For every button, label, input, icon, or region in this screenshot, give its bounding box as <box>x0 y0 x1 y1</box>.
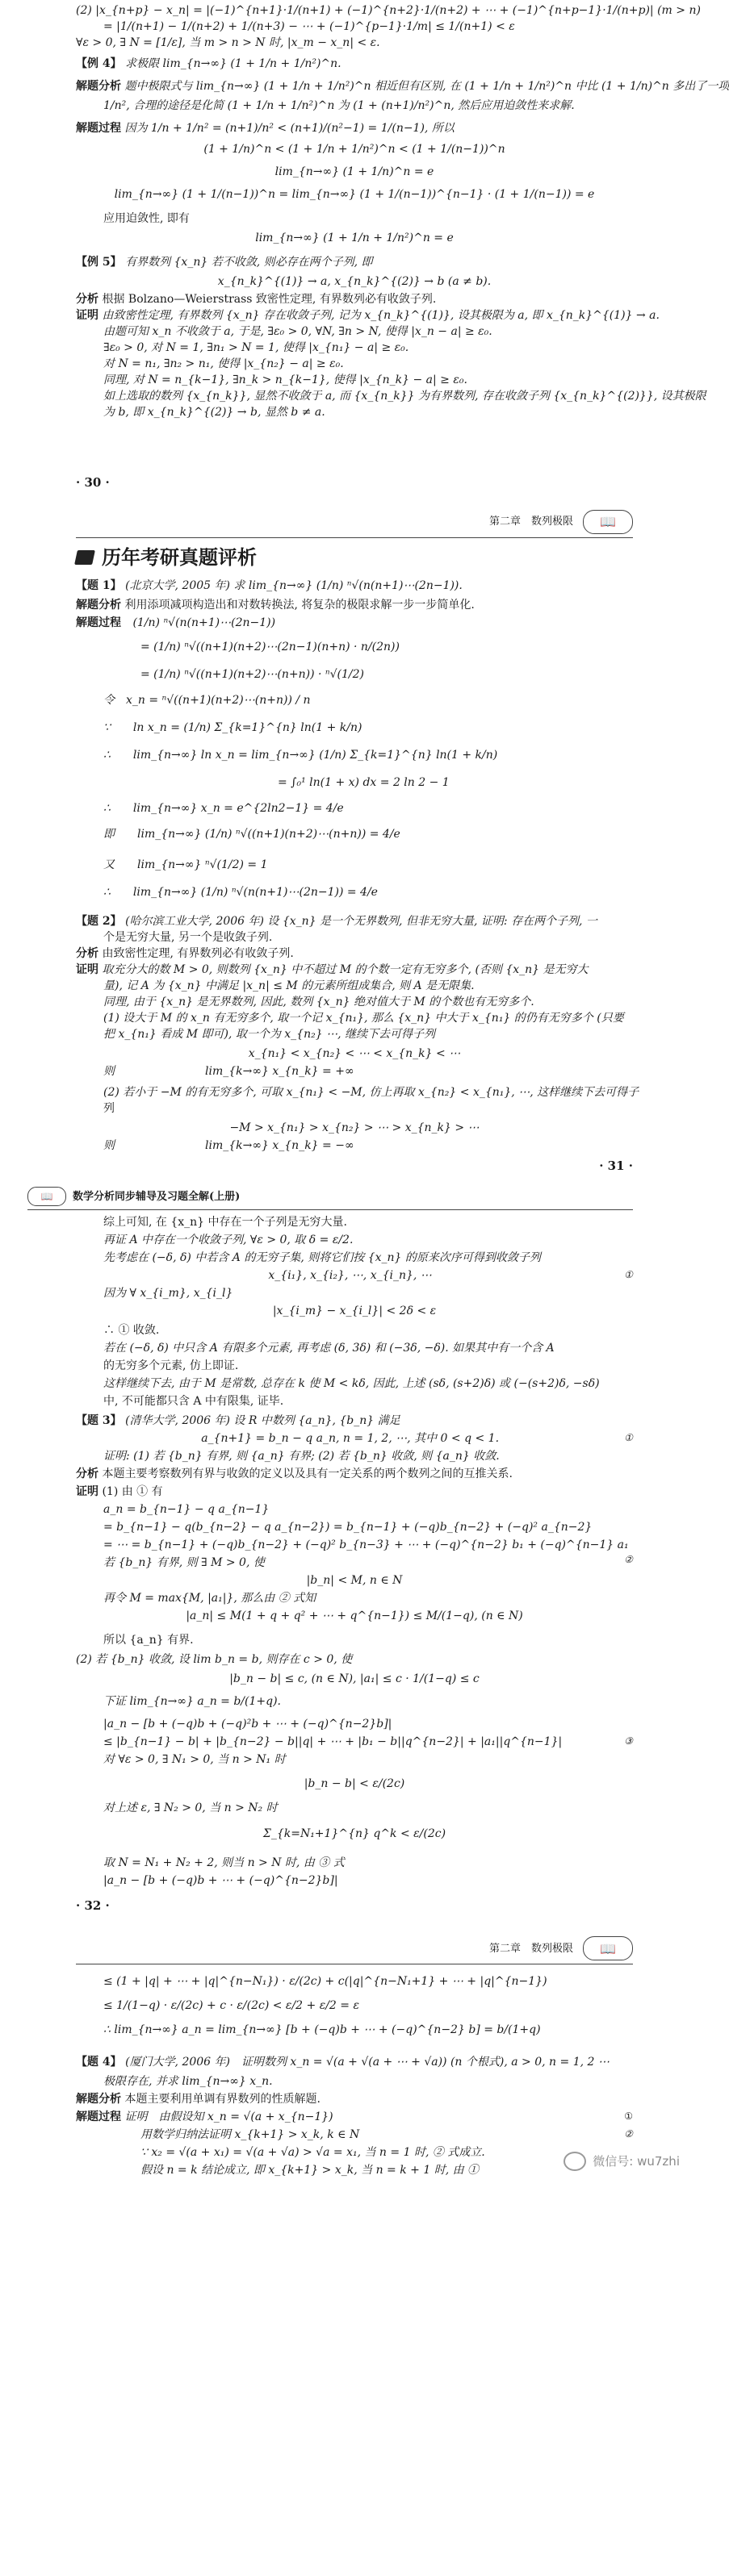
text-line: 再令 M = max{M, |a₁|}, 那么由 ② 式知 <box>103 1592 316 1605</box>
proof-text: 取充分大的数 M > 0, 则数列 {x_n} 中不超过 M 的个数一定有无穷多个, (否则 {x_n} 是无穷大 <box>102 963 589 977</box>
text-line: ∵ x₂ = √(a + x₁) = √(a + √a) > √a = x₁, 当 n = 1 时, ② 式成立. <box>140 2146 485 2160</box>
formula-text: ≤ |b_{n−1} − b| + |b_{n−2} − b||q| + ⋯ + |b₁ − b||q^{n−2}| + |a₁||q^{n−1}| <box>103 1735 563 1749</box>
chapter-header-title: 第二章 数列极限 <box>488 516 573 528</box>
analysis-row <box>76 1467 633 1484</box>
text-line: 的无穷多个元素, 仿上即证. <box>103 1359 239 1373</box>
text-line: 极限存在, 并求 lim_{n→∞} x_n. <box>103 2075 273 2089</box>
watermark <box>564 2152 680 2171</box>
formula: ∴ lim_{n→∞} (1/n) ⁿ√(n(n+1)⋯(2n−1)) = 4/e <box>103 886 378 900</box>
process-label: 解题过程 <box>76 122 121 135</box>
analysis-label: 解题分析 <box>76 2093 121 2106</box>
formula: = b_{n−1} − q(b_{n−2} − q a_{n−2}) = b_{n−1} + (−q)b_{n−2} + (−q)² a_{n−2} <box>103 1521 593 1534</box>
formula: |a_n − [b + (−q)b + ⋯ + (−q)^{n−2}b]| <box>103 1874 338 1888</box>
formula <box>76 1735 633 1752</box>
text-line: 列 <box>103 1102 115 1116</box>
text-line: 应用迫敛性, 即有 <box>103 212 190 225</box>
equation-number: ③ <box>624 1735 633 1747</box>
analysis-text: 根据 Bolzano—Weierstrass 致密性定理, 有界数列必有收敛子列. <box>102 293 437 306</box>
text-line: 证明: (1) 若 {b_n} 有界, 则 {a_n} 有界; (2) 若 {b_n} 收敛, 则 {a_n} 收敛. <box>103 1450 500 1463</box>
analysis-row <box>76 2092 633 2110</box>
formula: −M > x_{n₁} > x_{n₂} > ⋯ > x_{n_k} > ⋯ <box>229 1121 480 1135</box>
formula: (1 + 1/n)^n < (1 + 1/n + 1/n²)^n < (1 + 1/(n−1))^n <box>203 143 505 156</box>
page-33 <box>76 1933 633 2181</box>
page-number: · 31 · <box>599 1159 633 1174</box>
formula: |b_n − b| < ε/(2c) <box>304 1777 405 1791</box>
formula: lim_{n→∞} (1 + 1/n + 1/n²)^n = e <box>255 232 454 244</box>
analysis-text: 题中极限式与 lim_{n→∞} (1 + 1/n + 1/n²)^n 相近但有区别, 在 (1 + 1/n + 1/n²)^n 中比 (1 + 1/n)^n 多出了一项 <box>124 80 729 93</box>
question-2 <box>76 914 633 930</box>
proof-text: (1) 由 ① 有 <box>102 1485 163 1499</box>
text-line: 对 N = n₁, ∃n₂ > n₁, 使得 |x_{n₂} − a| ≥ ε₀. <box>103 357 344 370</box>
formula: ∴ lim_{n→∞} a_n = lim_{n→∞} [b + (−q)b + ⋯ + (−q)^{n−2} b] = b/(1+q) <box>103 2023 541 2037</box>
text-line: ∃ε₀ > 0, 对 N = 1, ∃n₁ > N = 1, 使得 |x_{n₁} − a| ≥ ε₀. <box>103 341 409 354</box>
process-text: 证明 由假设知 x_n = √(a + x_{n−1}) <box>124 2110 333 2124</box>
process-row <box>76 616 633 640</box>
process-label: 解题过程 <box>76 616 121 630</box>
example-text: 求极限 lim_{n→∞} (1 + 1/n + 1/n²)^n. <box>125 57 341 70</box>
process-text: (1/n) ⁿ√(n(n+1)⋯(2n−1)) <box>132 616 276 630</box>
analysis-row <box>76 292 633 308</box>
proof-label: 证明 <box>76 963 98 977</box>
formula: ≤ (1 + |q| + ⋯ + |q|^{n−N₁}) · ε/(2c) + c(|q|^{n−N₁+1} + ⋯ + |q|^{n−1}) <box>103 1975 547 1989</box>
question-tag: 【题 2】 <box>76 915 122 929</box>
chapter-header-title: 第二章 数列极限 <box>488 1942 573 1955</box>
formula <box>76 1431 633 1449</box>
question-tag: 【题 3】 <box>76 1414 122 1428</box>
process-row <box>76 2110 633 2127</box>
equation-number: ① <box>624 1269 633 1281</box>
text-line: (2) |x_{n+p} − x_n| = |(−1)^{n+1}·1/(n+1) + (−1)^{n+2}·1/(n+2) + ⋯ + (−1)^{n+p−1}·1/(n+p)| (m > n) <box>76 4 701 17</box>
formula: a_n = b_{n−1} − q a_{n−1} <box>103 1503 270 1517</box>
text-line: ∴ ① 收敛. <box>103 1324 160 1338</box>
text-line <box>76 2127 633 2145</box>
text-line: 先考虑在 (−δ, δ) 中若含 A 的无穷子集, 则将它们按 {x_n} 的原来次序可得到收敛子列 <box>103 1251 541 1265</box>
proof-label: 证明 <box>76 309 98 322</box>
proof-label: 证明 <box>76 1485 98 1499</box>
analysis-text: 本题主要利用单调有界数列的性质解题. <box>124 2093 321 2106</box>
section-title <box>76 545 633 570</box>
book-header <box>27 1184 633 1210</box>
example-tag: 【例 4】 <box>76 57 122 70</box>
formula: = (1/n) ⁿ√((n+1)(n+2)⋯(n+n)) · ⁿ√(1/2) <box>140 668 364 682</box>
wechat-icon <box>564 2152 586 2171</box>
page-30 <box>76 0 729 507</box>
formula: ∴ lim_{n→∞} x_n = e^{2ln2−1} = 4/e <box>103 802 344 816</box>
text-line: 量), 记 A 为 {x_n} 中满足 |x_n| ≤ M 的元素所组成集合, 则 A 是无限集. <box>103 979 475 993</box>
text-line: 同理, 对 N = n_{k−1}, ∃n_k > n_{k−1}, 使得 |x_{n_k} − a| ≥ ε₀. <box>103 374 467 386</box>
formula: |a_n − [b + (−q)b + (−q)²b + ⋯ + (−q)^{n−2}b]| <box>103 1718 392 1731</box>
page-number: · 32 · <box>76 1898 110 1914</box>
equation-number: ① <box>624 2110 633 2123</box>
section-title-text: 历年考研真题评析 <box>102 545 257 569</box>
formula: 即 lim_{n→∞} (1/n) ⁿ√((n+1)(n+2)⋯(n+n)) = 4/e <box>103 828 400 841</box>
text-line: 为 b, 即 x_{n_k}^{(2)} → b, 显然 b ≠ a. <box>103 406 325 419</box>
formula: |b_n − b| ≤ c, (n ∈ N), |a₁| ≤ c · 1/(1−q) ≤ c <box>229 1672 480 1686</box>
analysis-text: 由致密性定理, 有界数列必有收敛子列. <box>102 947 294 961</box>
question-1 <box>76 578 633 598</box>
formula-text: x_{i₁}, x_{i₂}, ⋯, x_{i_n}, ⋯ <box>268 1269 432 1283</box>
formula: ∵ ln x_n = (1/n) Σ_{k=1}^{n} ln(1 + k/n) <box>103 721 362 735</box>
question-tag: 【题 1】 <box>76 579 122 593</box>
example-5 <box>76 255 633 274</box>
formula: Σ_{k=N₁+1}^{n} q^k < ε/(2c) <box>262 1827 446 1841</box>
text-line: 综上可知, 在 {x_n} 中存在一个子列是无穷大量. <box>103 1216 347 1230</box>
watermark-text: 微信号: wu7zhi <box>593 2154 680 2169</box>
formula-text: a_{n+1} = b_n − q a_n, n = 1, 2, ⋯, 其中 0 < q < 1. <box>201 1432 500 1446</box>
example-text: 有界数列 {x_n} 若不收敛, 则必存在两个子列, 即 <box>125 256 373 269</box>
text-line: 中, 不可能都只含 A 中有限集, 证毕. <box>103 1395 284 1409</box>
formula: = ∫₀¹ ln(1 + x) dx = 2 ln 2 − 1 <box>278 776 450 790</box>
formula: 则 lim_{k→∞} x_{n_k} = +∞ <box>103 1065 354 1079</box>
proof-row <box>76 308 660 324</box>
formula: |a_n| ≤ M(1 + q + q² + ⋯ + q^{n−1}) ≤ M/(1−q), (n ∈ N) <box>186 1609 523 1623</box>
formula: x_{n_k}^{(1)} → a, x_{n_k}^{(2)} → b (a ≠ b). <box>217 275 492 288</box>
book-icon <box>74 550 95 565</box>
formula: lim_{n→∞} (1 + 1/(n−1))^n = lim_{n→∞} (1 + 1/(n−1))^{n−1} · (1 + 1/(n−1)) = e <box>114 188 595 201</box>
chapter-header <box>76 507 633 538</box>
formula: x_{n₁} < x_{n₂} < ⋯ < x_{n_k} < ⋯ <box>248 1047 461 1061</box>
book-logo-icon: 📖 <box>27 1187 66 1206</box>
book-logo-icon: 📖 <box>583 1936 633 1960</box>
question-text: (厦门大学, 2006 年) 证明数列 x_n = √(a + √(a + ⋯ + √a)) (n 个根式), a > 0, n = 1, 2 ⋯ <box>125 2056 610 2069</box>
text-line: 这样继续下去, 由于 M 是常数, 总存在 k 使 M < kδ, 因此, 上述 (sδ, (s+2)δ) 或 (−(s+2)δ, −sδ) <box>103 1377 600 1391</box>
example-tag: 【例 5】 <box>76 256 122 269</box>
question-text: (北京大学, 2005 年) 求 lim_{n→∞} (1/n) ⁿ√(n(n+1)⋯(2n−1)). <box>125 579 463 593</box>
analysis-label: 解题分析 <box>76 80 121 93</box>
analysis-text: 利用添项减项构造出和对数转换法, 将复杂的极限求解一步一步简单化. <box>124 599 475 612</box>
text-line: 假设 n = k 结论成立, 即 x_{k+1} > x_k, 当 n = k + 1 时, 由 ① <box>140 2164 480 2177</box>
text-line: (1) 设大于 M 的 x_n 有无穷多个, 取一个记 x_{n₁}, 那么 {x_n} 中大于 x_{n₁} 的仍有无穷多个 (只要 <box>103 1012 624 1025</box>
analysis-label: 分析 <box>76 293 98 306</box>
proof-row <box>76 1484 633 1502</box>
equation-number: ② <box>624 1554 633 1566</box>
text-line: 若在 (−δ, δ) 中只含 A 有限多个元素, 再考虑 (δ, 3δ) 和 (−3δ, −δ). 如果其中有一个含 A <box>103 1342 555 1355</box>
question-tag: 【题 4】 <box>76 2056 122 2069</box>
text-line: = |1/(n+1) − 1/(n+2) + 1/(n+3) − ⋯ + (−1)^{p−1}·1/m| ≤ 1/(n+1) < ε <box>103 20 515 33</box>
formula: = (1/n) ⁿ√((n+1)(n+2)⋯(2n−1)(n+n) · n/(2n)) <box>140 641 400 654</box>
question-3 <box>76 1413 633 1431</box>
question-text: (哈尔滨工业大学, 2006 年) 设 {x_n} 是一个无界数列, 但非无穷大量, 证明: 存在两个子列, 一 <box>125 915 597 929</box>
text-line: (2) 若小于 −M 的有无穷多个, 可取 x_{n₁} < −M, 仿上再取 x_{n₂} < x_{n₁}, ⋯, 这样继续下去可得子 <box>103 1086 639 1100</box>
question-text: (清华大学, 2006 年) 设 R 中数列 {a_n}, {b_n} 满足 <box>125 1414 400 1428</box>
text-line: 对 ∀ε > 0, ∃ N₁ > 0, 当 n > N₁ 时 <box>103 1753 286 1767</box>
text-line: 把 x_{n₁} 看成 M 即可), 取一个为 x_{n₂} ⋯, 继续下去可得子列 <box>103 1028 435 1042</box>
analysis-row <box>76 79 729 98</box>
process-text: 因为 1/n + 1/n² = (n+1)/n² < (n+1)/(n²−1) = 1/(n−1), 所以 <box>124 122 455 135</box>
text-line: 个是无穷大量, 另一个是收敛子列. <box>103 931 273 945</box>
text-line: 由题可知 x_n 不收敛于 a, 于是, ∃ε₀ > 0, ∀N, ∃n > N, 使得 |x_n − a| ≥ ε₀. <box>103 325 492 338</box>
formula: ≤ 1/(1−q) · ε/(2c) + c · ε/(2c) < ε/2 + ε/2 = ε <box>103 1999 359 2013</box>
formula: 令 x_n = ⁿ√((n+1)(n+2)⋯(n+n)) / n <box>103 694 311 708</box>
text-line: (2) 若 {b_n} 收敛, 设 lim b_n = b, 则存在 c > 0, 使 <box>76 1653 353 1667</box>
text-line: 同理, 由于 {x_n} 是无界数列, 因此, 数列 {x_n} 绝对值大于 M 的个数也有无穷多个. <box>103 996 534 1009</box>
page-number: · 30 · <box>76 475 110 490</box>
analysis-label: 分析 <box>76 1468 98 1481</box>
chapter-header <box>76 1933 633 1964</box>
formula: 则 lim_{k→∞} x_{n_k} = −∞ <box>103 1139 354 1153</box>
analysis-text: 本题主要考察数列有界与收敛的定义以及具有一定关系的两个数列之间的互推关系. <box>102 1468 513 1481</box>
book-logo-icon: 📖 <box>583 510 633 534</box>
text-line: 因为 ∀ x_{i_m}, x_{i_l} <box>103 1287 233 1301</box>
process-label: 解题过程 <box>76 2110 121 2124</box>
text-line: 所以 {a_n} 有界. <box>103 1634 194 1647</box>
formula <box>76 1268 633 1286</box>
book-header-title: 数学分析同步辅导及习题全解(上册) <box>73 1190 241 1203</box>
question-4 <box>76 2055 633 2074</box>
formula-text: = ⋯ = b_{n−1} + (−q)b_{n−2} + (−q)² b_{n−3} + ⋯ + (−q)^{n−2} b₁ + (−q)^{n−1} a₁ <box>103 1539 629 1552</box>
text-line: 对上述 ε, ∃ N₂ > 0, 当 n > N₂ 时 <box>103 1802 278 1815</box>
text-line: 1/n², 合理的途径是化简 (1 + 1/n + 1/n²)^n 为 (1 + (n+1)/n²)^n, 然后应用迫敛性来求解. <box>103 99 575 112</box>
page-31 <box>76 507 639 1184</box>
equation-number: ① <box>624 1432 633 1444</box>
formula: lim_{n→∞} (1 + 1/n)^n = e <box>274 165 434 178</box>
text-line: 如上选取的数列 {x_{n_k}}, 显然不收敛于 a, 而 {x_{n_k}} 为有界数列, 存在收敛子列 {x_{n_k}^{(2)}}, 设其极限 <box>103 390 706 403</box>
process-row <box>76 121 633 142</box>
proof-text: 由致密性定理, 有界数列 {x_n} 存在收敛子列, 记为 x_{n_k}^{(1)}, 设其极限为 a, 即 x_{n_k}^{(1)} → a. <box>102 309 660 322</box>
page-32 <box>40 1184 633 1933</box>
formula: |b_n| < M, n ∈ N <box>306 1574 403 1588</box>
example-4 <box>76 56 633 79</box>
analysis-row <box>76 946 633 962</box>
analysis-row <box>76 598 633 616</box>
formula: ∴ lim_{n→∞} ln x_n = lim_{n→∞} (1/n) Σ_{k=1}^{n} ln(1 + k/n) <box>103 749 498 762</box>
formula: |x_{i_m} − x_{i_l}| < 2δ < ε <box>272 1305 437 1318</box>
formula: 又 lim_{n→∞} ⁿ√(1/2) = 1 <box>103 858 268 872</box>
text-line: ∀ε > 0, ∃ N = [1/ε], 当 m > n > N 时, |x_m − x_n| < ε. <box>76 36 380 49</box>
text-line: 取 N = N₁ + N₂ + 2, 则当 n > N 时, 由 ③ 式 <box>103 1856 345 1870</box>
equation-number: ② <box>624 2128 633 2140</box>
text-line: 再证 A 中存在一个收敛子列, ∀ε > 0, 取 δ = ε/2. <box>103 1234 354 1247</box>
analysis-label: 分析 <box>76 947 98 961</box>
proof-row <box>76 962 633 979</box>
analysis-label: 解题分析 <box>76 599 121 612</box>
text-line: 若 {b_n} 有界, 则 ∃ M > 0, 使 <box>103 1556 265 1570</box>
text-line: 下证 lim_{n→∞} a_n = b/(1+q). <box>103 1695 282 1709</box>
text-line-content: 用数学归纳法证明 x_{k+1} > x_k, k ∈ N <box>140 2128 360 2142</box>
